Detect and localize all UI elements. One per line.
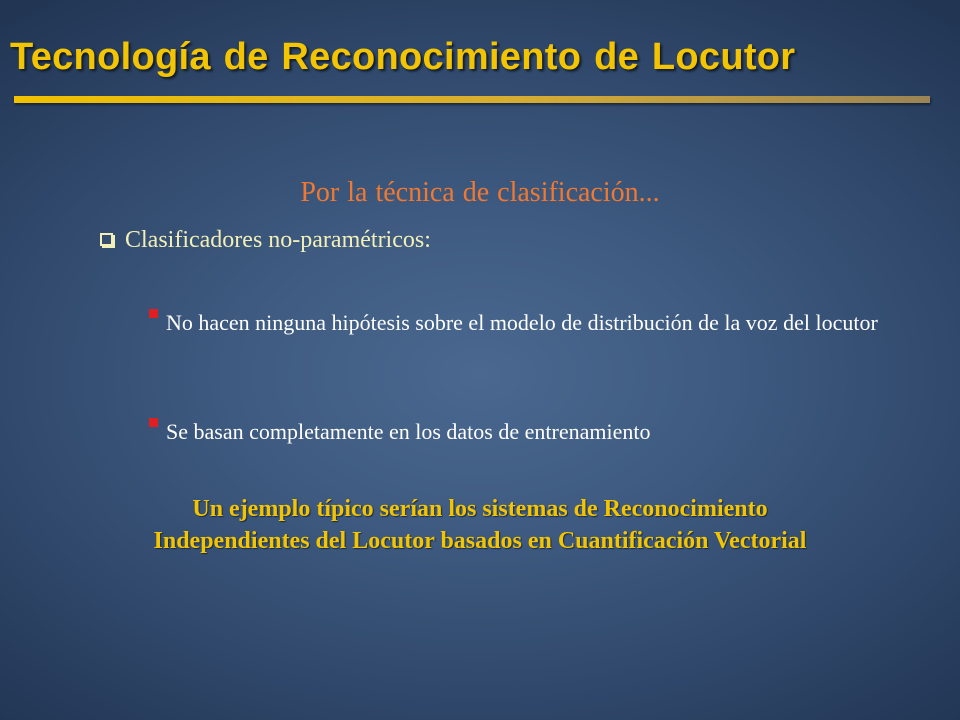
bullet-item	[141, 416, 931, 448]
square-bullet-icon	[149, 309, 158, 318]
highlight-line-2: Independientes del Locutor basados en Cuantificación Vectorial	[153, 528, 807, 554]
bullet-item	[141, 307, 931, 339]
level1-list-item	[100, 225, 431, 256]
slide-title: Tecnología de Reconocimiento de Locutor	[10, 36, 796, 78]
title-underline	[14, 96, 930, 103]
square-bullet-icon	[149, 418, 158, 427]
highlight-line-1: Un ejemplo típico serían los sistemas de Reconocimiento	[192, 496, 768, 522]
bullet-text: Se basan completamente en los datos de entrenamiento	[166, 419, 651, 444]
highlight-note	[0, 493, 960, 557]
level1-item-label: Clasificadores no-paramétricos:	[125, 227, 431, 253]
checkbox-icon	[100, 233, 113, 246]
bullet-text: No hacen ninguna hipótesis sobre el modelo de distribución de la voz del locutor	[166, 310, 878, 335]
slide-subtitle: Por la técnica de clasificación...	[300, 177, 660, 208]
